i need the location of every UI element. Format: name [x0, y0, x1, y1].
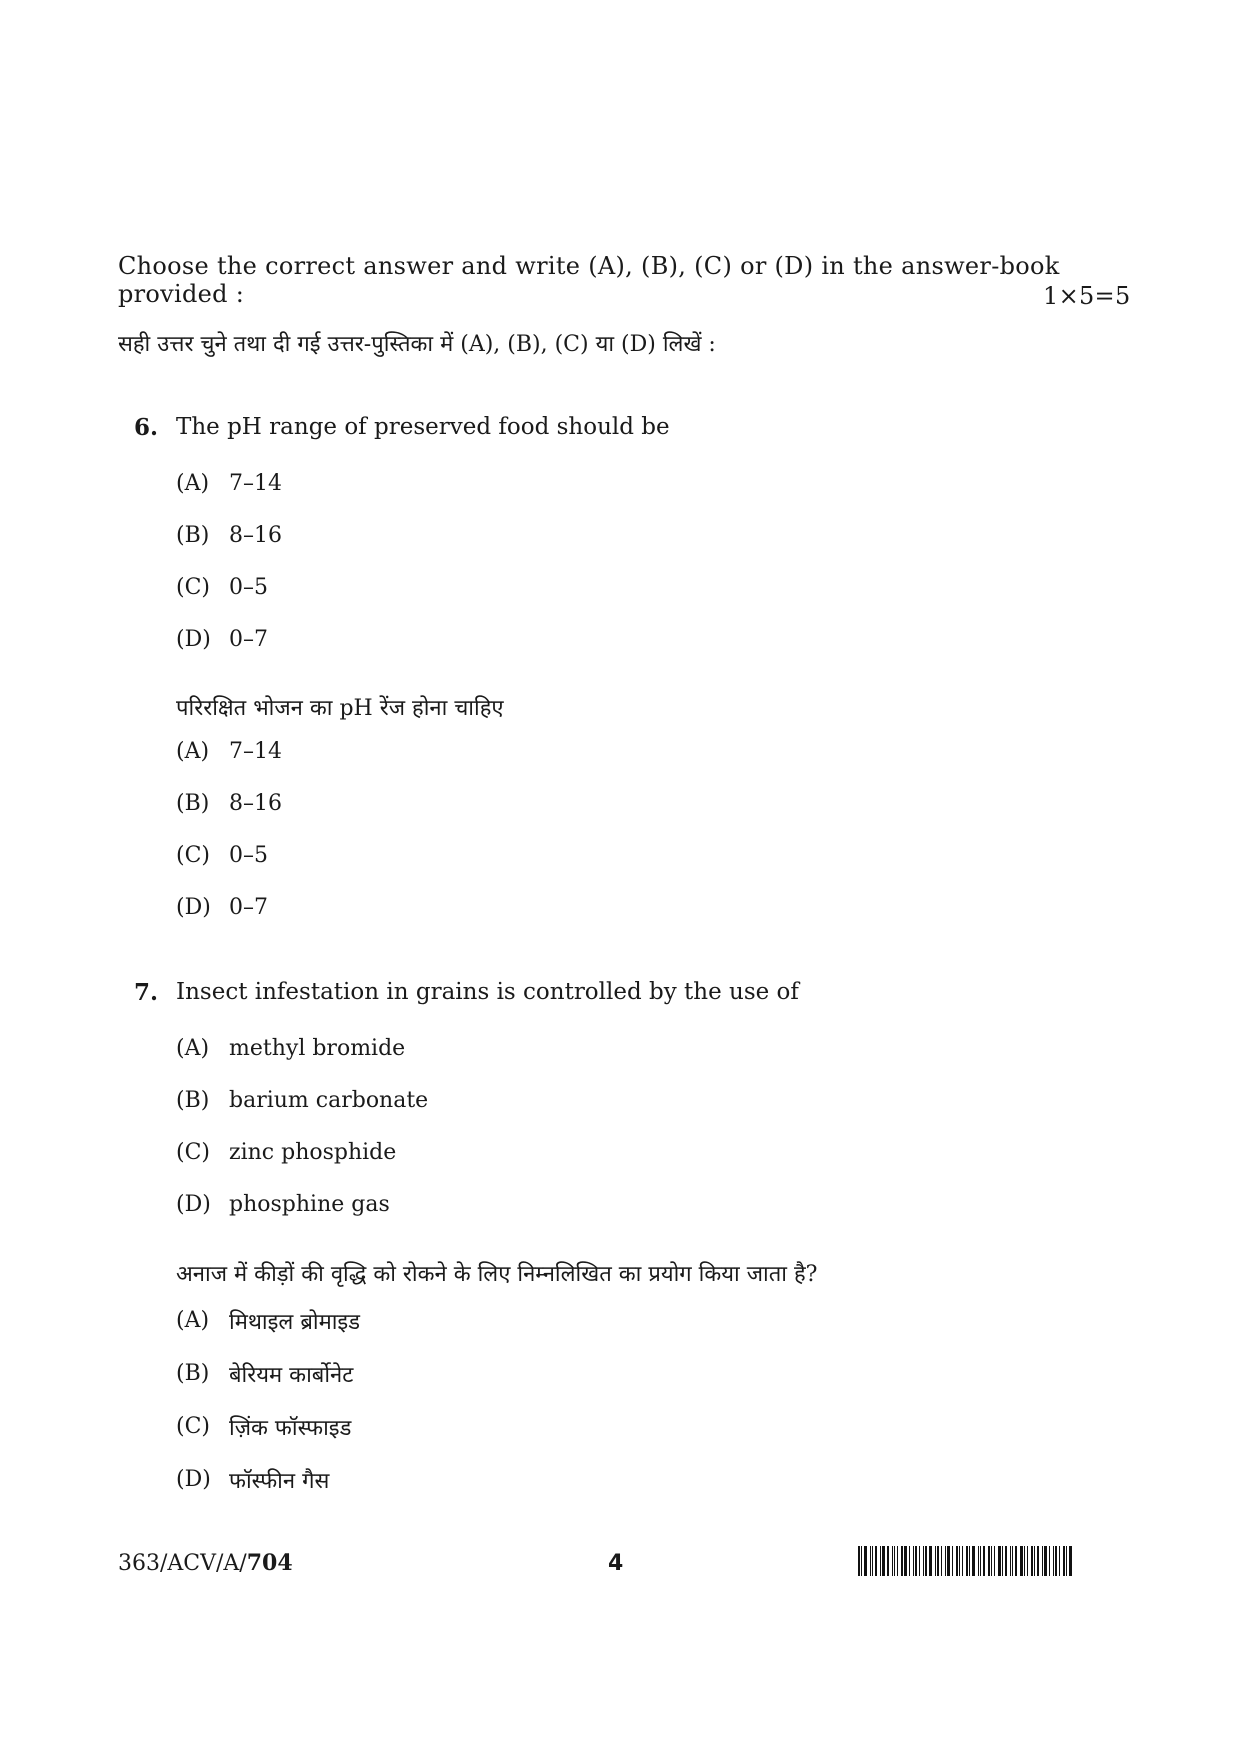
- barcode-bar: [1059, 1546, 1060, 1576]
- marks-allocation: 1×5=5: [1043, 282, 1131, 310]
- option-letter: (C): [176, 843, 210, 868]
- option-text: ज़िंक फॉस्फाइड: [229, 1416, 352, 1441]
- option-text: 0–7: [229, 627, 268, 652]
- option-letter: (A): [176, 739, 210, 764]
- option-text: 0–5: [229, 843, 268, 868]
- barcode-bar: [1034, 1546, 1035, 1576]
- question-text: Insect infestation in grains is controlled by the use of: [176, 979, 799, 1005]
- barcode-bar: [1015, 1546, 1017, 1576]
- barcode-bar: [1002, 1546, 1003, 1576]
- question-text-hindi: अनाज में कीड़ों की वृद्धि को रोकने के लिए निम्नलिखित का प्रयोग किया जाता है?: [176, 1262, 818, 1287]
- barcode-bar: [937, 1546, 939, 1576]
- option-letter: (B): [176, 1088, 210, 1113]
- barcode-bar: [887, 1546, 889, 1576]
- barcode-bar: [972, 1546, 975, 1576]
- option-letter: (D): [176, 895, 211, 920]
- barcode-bar: [915, 1546, 917, 1576]
- instruction-line-2: provided :: [118, 280, 245, 308]
- option-letter: (A): [176, 1036, 210, 1061]
- barcode-bar: [998, 1546, 1001, 1576]
- barcode: [858, 1546, 1075, 1576]
- option-text: methyl bromide: [229, 1036, 406, 1061]
- barcode-bar: [1020, 1546, 1023, 1576]
- option-letter: (B): [176, 523, 210, 548]
- barcode-bar: [1031, 1546, 1033, 1576]
- barcode-bar: [959, 1546, 960, 1576]
- question-text: The pH range of preserved food should be: [176, 414, 670, 440]
- barcode-bar: [988, 1546, 990, 1576]
- barcode-bar: [929, 1546, 932, 1576]
- question-number: 7.: [134, 979, 159, 1006]
- barcode-bar: [991, 1546, 992, 1576]
- barcode-bar: [1066, 1546, 1067, 1576]
- barcode-bar: [947, 1546, 950, 1576]
- barcode-bar: [1027, 1546, 1028, 1576]
- barcode-bar: [875, 1546, 877, 1576]
- option-letter: (B): [176, 1361, 210, 1386]
- barcode-bar: [864, 1546, 867, 1576]
- barcode-bar: [1055, 1546, 1057, 1576]
- option-letter: (C): [176, 1414, 210, 1439]
- question-number: 6.: [134, 414, 159, 441]
- option-text: barium carbonate: [229, 1088, 429, 1113]
- option-letter: (D): [176, 1467, 211, 1492]
- option-text: 8–16: [229, 523, 282, 548]
- option-letter: (A): [176, 471, 210, 496]
- barcode-bar: [966, 1546, 968, 1576]
- option-text: 0–5: [229, 575, 268, 600]
- barcode-bar: [969, 1546, 970, 1576]
- option-letter: (A): [176, 1308, 210, 1333]
- option-letter: (C): [176, 1140, 210, 1165]
- barcode-bar: [894, 1546, 895, 1576]
- barcode-bar: [1069, 1546, 1072, 1576]
- option-text: 8–16: [229, 791, 282, 816]
- option-text: zinc phosphide: [229, 1140, 397, 1165]
- barcode-bar: [861, 1546, 862, 1576]
- barcode-bar: [919, 1546, 920, 1576]
- option-text: फॉस्फीन गैस: [229, 1469, 330, 1494]
- instruction-hindi: सही उत्तर चुने तथा दी गई उत्तर-पुस्तिका में (A), (B), (C) या (D) लिखें :: [118, 332, 716, 357]
- barcode-bar: [882, 1546, 885, 1576]
- barcode-bar: [913, 1546, 914, 1576]
- barcode-bar: [952, 1546, 953, 1576]
- barcode-bar: [872, 1546, 873, 1576]
- page-number: 4: [608, 1551, 624, 1576]
- option-letter: (D): [176, 1192, 211, 1217]
- barcode-bar: [892, 1546, 893, 1576]
- question-text-hindi: परिरक्षित भोजन का pH रेंज होना चाहिए: [176, 696, 504, 721]
- barcode-bar: [1010, 1546, 1011, 1576]
- barcode-bar: [1024, 1546, 1025, 1576]
- option-text: 7–14: [229, 739, 282, 764]
- barcode-bar: [1042, 1546, 1043, 1576]
- barcode-bar: [945, 1546, 946, 1576]
- barcode-bar: [1049, 1546, 1050, 1576]
- barcode-bar: [941, 1546, 942, 1576]
- barcode-bar: [909, 1546, 910, 1576]
- barcode-bar: [1012, 1546, 1013, 1576]
- barcode-bar: [925, 1546, 927, 1576]
- barcode-bar: [870, 1546, 871, 1576]
- option-text: मिथाइल ब्रोमाइड: [229, 1310, 361, 1335]
- barcode-bar: [980, 1546, 981, 1576]
- barcode-bar: [858, 1546, 860, 1576]
- option-letter: (D): [176, 627, 211, 652]
- barcode-bar: [962, 1546, 963, 1576]
- option-text: 7–14: [229, 471, 282, 496]
- option-letter: (B): [176, 791, 210, 816]
- barcode-bar: [1037, 1546, 1039, 1576]
- barcode-bar: [1044, 1546, 1047, 1576]
- barcode-bar: [978, 1546, 979, 1576]
- option-letter: (C): [176, 575, 210, 600]
- barcode-bar: [901, 1546, 903, 1576]
- barcode-bar: [904, 1546, 907, 1576]
- barcode-bar: [1053, 1546, 1054, 1576]
- barcode-bar: [983, 1546, 985, 1576]
- barcode-bar: [880, 1546, 881, 1576]
- paper-code-prefix: 363/ACV/A/: [118, 1551, 247, 1576]
- barcode-bar: [956, 1546, 958, 1576]
- barcode-bar: [994, 1546, 995, 1576]
- barcode-bar: [1005, 1546, 1007, 1576]
- option-text: बेरियम कार्बोनेट: [229, 1363, 354, 1388]
- instruction-line-1: Choose the correct answer and write (A), (B), (C) or (D) in the answer-book: [118, 252, 1060, 280]
- barcode-bar: [923, 1546, 924, 1576]
- option-text: phosphine gas: [229, 1192, 390, 1217]
- barcode-bar: [935, 1546, 936, 1576]
- paper-code-number: 704: [246, 1550, 293, 1576]
- option-text: 0–7: [229, 895, 268, 920]
- barcode-bar: [897, 1546, 898, 1576]
- barcode-bar: [1063, 1546, 1065, 1576]
- paper-code: [118, 1550, 293, 1576]
